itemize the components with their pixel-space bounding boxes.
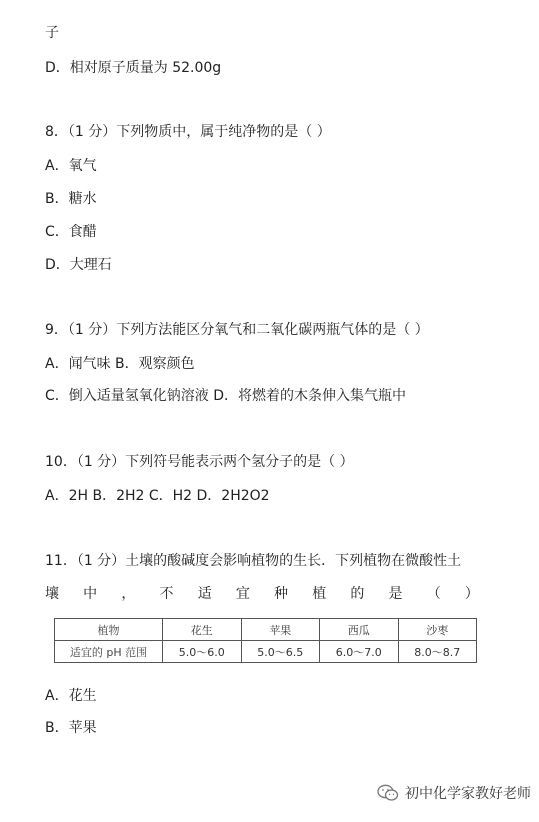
question-8: 8．（1 分）下列物质中，属于纯净物的是（ ）	[45, 124, 331, 140]
table-cell: 西瓜	[320, 619, 399, 641]
q8-option-d: D．大理石	[45, 257, 112, 273]
table-cell: 5.0～6.0	[163, 641, 242, 663]
question-10: 10．（1 分）下列符号能表示两个氢分子的是（ ）	[45, 454, 354, 470]
text-line: 子	[45, 25, 59, 41]
q8-option-c: C．食醋	[45, 224, 97, 240]
ph-table	[54, 618, 477, 663]
q8-option-b: B．糖水	[45, 191, 97, 207]
q10-options: A．2H B．2H2 C．H2 D．2H2O2	[45, 488, 270, 504]
table-cell: 适宜的 pH 范围	[55, 641, 163, 663]
watermark	[377, 783, 531, 803]
question-11: 11．（1 分）土壤的酸碱度会影响植物的生长．下列植物在微酸性土	[45, 553, 462, 569]
table-header-row	[55, 619, 477, 641]
table-cell: 8.0～8.7	[398, 641, 477, 663]
table-cell: 5.0～6.5	[241, 641, 320, 663]
option-d: D．相对原子质量为 52.00g	[45, 60, 222, 76]
q9-options-cd: C．倒入适量氢氧化钠溶液 D．将燃着的木条伸入集气瓶中	[45, 388, 407, 404]
q8-option-a: A．氧气	[45, 158, 97, 174]
q11-option-b: B．苹果	[45, 720, 97, 736]
watermark-text: 初中化学家教好老师	[405, 786, 531, 802]
question-11-line2: 壤 中 ， 不 适 宜 种 植 的 是 （ ）	[45, 586, 479, 602]
table-cell: 6.0～7.0	[320, 641, 399, 663]
table-cell: 植物	[55, 619, 163, 641]
table-cell: 花生	[163, 619, 242, 641]
question-9: 9．（1 分）下列方法能区分氧气和二氧化碳两瓶气体的是（ ）	[45, 322, 429, 338]
q9-options-ab: A．闻气味 B．观察颜色	[45, 356, 195, 372]
table-cell: 沙枣	[398, 619, 477, 641]
table-cell: 苹果	[241, 619, 320, 641]
wechat-icon	[377, 784, 399, 802]
q11-option-a: A．花生	[45, 688, 97, 704]
table-row	[55, 641, 477, 663]
